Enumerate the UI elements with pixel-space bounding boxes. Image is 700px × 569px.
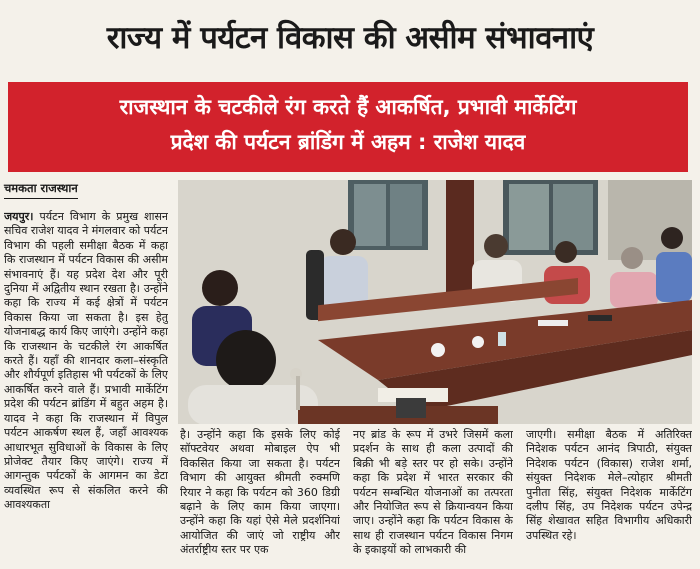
- subheadline-banner: [8, 82, 688, 172]
- meeting-photo: [178, 180, 692, 424]
- article-text-1: पर्यटन विभाग के प्रमुख शासन सचिव राजेश यादव ने मंगलवार को पर्यटन विभाग की पहली समीक्षा बैठक में कहा कि राजस्थान में पर्यटन विकास की असीम संभावनाएं हैं। यह प्रदेश देश और पूरी दुनिया में अद्वितीय स्थान रखता है। उन्होंने कहा कि राज्य में कई क्षेत्रों में पर्यटन विकास किया जा सकता है। इस हेतु योजनाबद्ध कार्य किए जाएंगे। उन्होंने कहा कि राजस्थान के चटकीले रंग आकर्षित करते हैं। यहाँ की शानदार कला–संस्कृति और शौर्यपूर्ण इतिहास भी पर्यटकों के लिए आकर्षित करने वाले हैं। प्रभावी मार्केटिंग प्रदेश की पर्यटन ब्रांडिंग में बहुत अहम है। यादव ने कहा कि राजस्थान में विपुल पर्यटन आकर्षण स्थल हैं, जहाँ आवश्यक आधारभूत सुविधाओं के विकास के लिए प्रोजेक्ट तैयार किए जाएंगे। राज्य में आगन्तुक पर्यटकों के आगमन का डेटा व्यवस्थित रूप से संकलित करने की आवश्यकता: [4, 210, 168, 512]
- article-column-1: [4, 210, 168, 569]
- article-column-4: [526, 428, 692, 569]
- headline: राज्य में पर्यटन विकास की असीम संभावनाएं: [106, 20, 594, 56]
- article-column-3: [353, 428, 513, 569]
- subheadline-line-2: प्रदेश की पर्यटन ब्रांडिंग में अहम : राजेश यादव: [170, 130, 526, 154]
- dateline: जयपुर।: [4, 210, 34, 223]
- subheadline-line-1: राजस्थान के चटकीले रंग करते हैं आकर्षित, प्रभावी मार्केटिंग: [119, 95, 577, 119]
- byline: चमकता राजस्थान: [4, 181, 78, 199]
- article-text-4: जाएगी। समीक्षा बैठक में अतिरिक्त निदेशक पर्यटन आनंद त्रिपाठी, संयुक्त निदेशक पर्यटन (विकास) राजेश शर्मा, संयुक्त निदेशक मेले–त्योहार श्रीमती पुनीता सिंह, संयुक्त निदेशक मार्केटिंग दलीप सिंह, उप निदेशक पर्यटन उपेन्द्र सिंह शेखावत सहित विभागीय अधिकारी उपस्थित रहे।: [526, 428, 692, 542]
- article-column-2: [180, 428, 340, 569]
- article-text-2: है। उन्होंने कहा कि इसके लिए कोई सॉफ्टवेयर अथवा मोबाइल ऐप भी विकसित किया जा सकता है। पर्यटन विभाग की आयुक्त श्रीमती रुक्मणि रियार ने कहा कि पर्यटन को 360 डिग्री बढ़ाने के लिए काम किया जाएगा। उन्होंने कहा कि यहां ऐसे मेले प्रदर्शनियां आयोजित की जाएं जो राष्ट्रीय और अंतर्राष्ट्रीय स्तर पर एक: [180, 428, 340, 557]
- article-text-3: नए ब्रांड के रूप में उभरे जिसमें कला प्रदर्शन के साथ ही कला उत्पादों की बिक्री भी बड़े स्तर पर हो सके। उन्होंने कहा कि प्रदेश में भारत सरकार की पर्यटन सम्बन्धित योजनाओं का तत्परता और नियोजित रूप से क्रियान्वयन किया जाए। उन्होंने कहा कि पर्यटन विकास के साथ ही राजस्थान पर्यटन विकास निगम के इकाइयों को लाभकारी की: [353, 428, 513, 557]
